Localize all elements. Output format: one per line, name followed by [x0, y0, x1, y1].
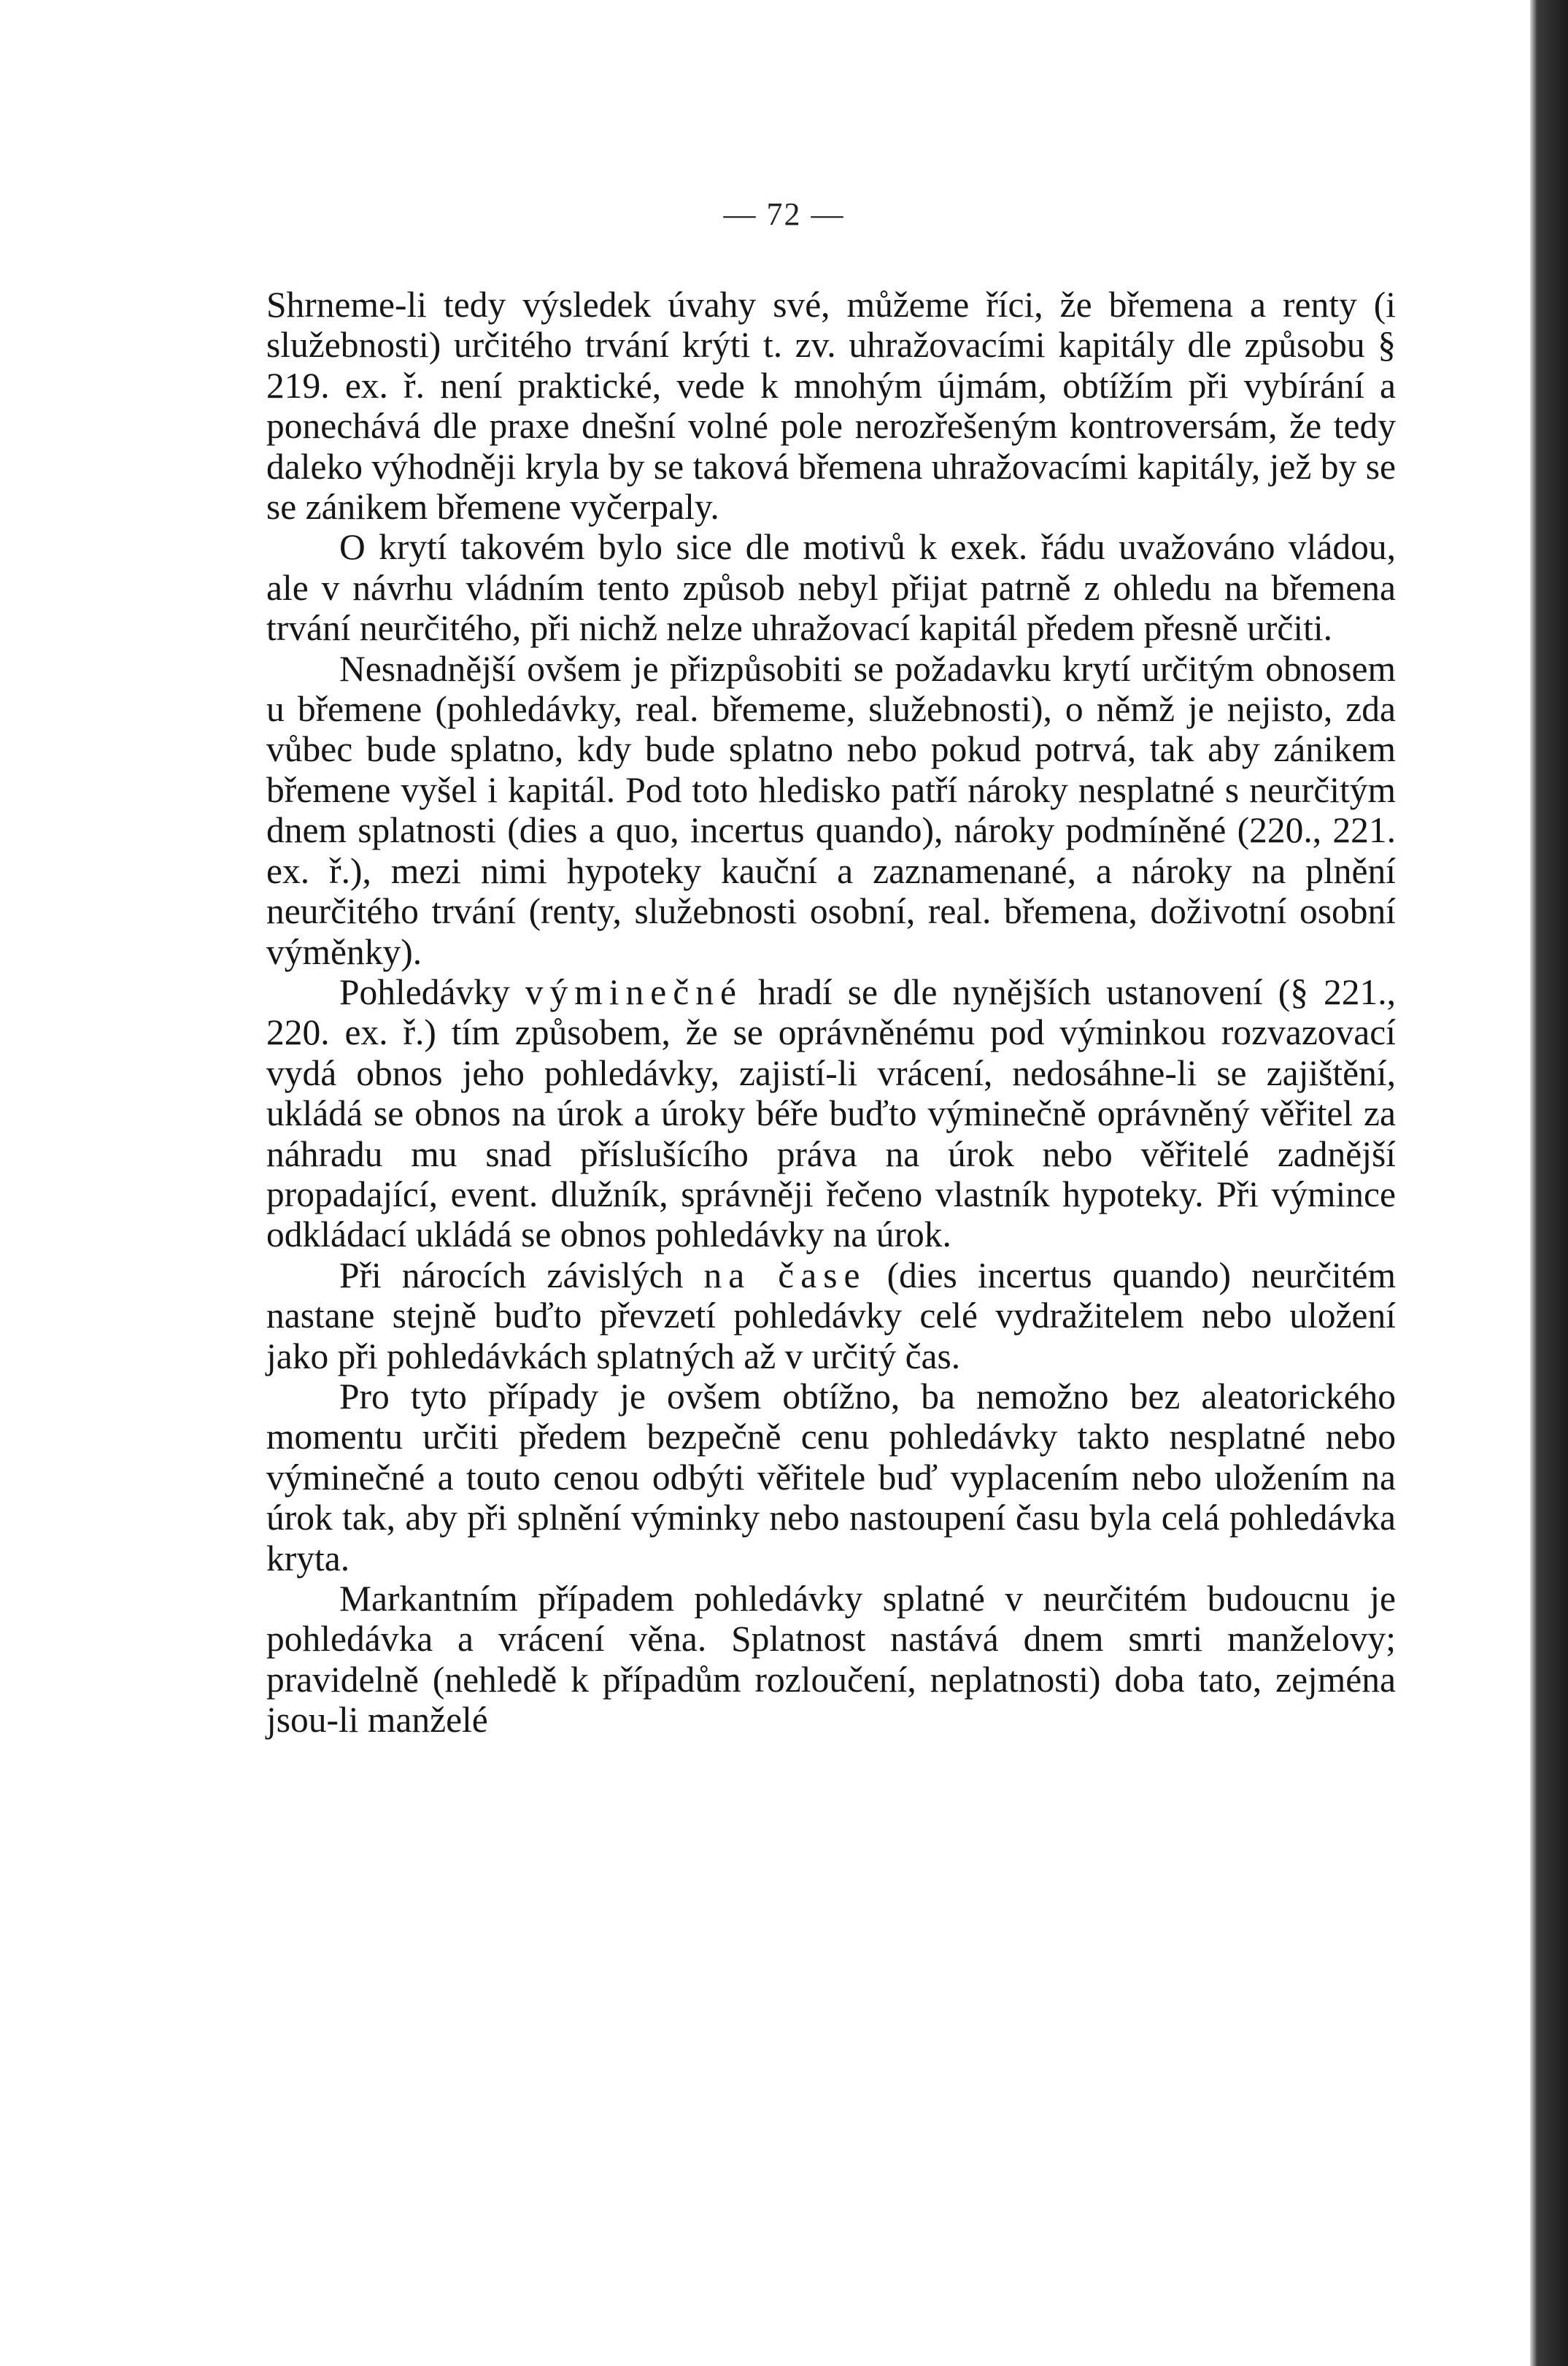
paragraph-6: Pro tyto případy je ovšem obtížno, ba nemožno bez aleatorického momentu určiti předem bezpečně cenu pohledávky takto nesplatné nebo výminečné a touto cenou odbýti věřitele buď vyplacením nebo uložením na úrok tak, aby při splnění výminky nebo nastoupení času byla celá pohledávka kryta.	[266, 1376, 1396, 1579]
paragraph-5-rest: (dies incertus quando) neurčitém nastane stejně buďto převzetí pohledávky celé vydražitelem nebo uložení jako při pohledávkách splatných až v určitý čas.	[266, 1255, 1396, 1376]
paragraph-4-emphasis: výminečné	[525, 971, 743, 1012]
body-text	[266, 285, 1396, 1741]
paragraph-7: Markantním případem pohledávky splatné v neurčitém budoucnu je pohledávka a vrácení věna. Splatnost nastává dnem smrti manželovy; pravidelně (nehledě k případům rozloučení, neplatnosti) doba tato, zejména jsou-li manželé	[266, 1579, 1396, 1741]
page-edge-shadow	[1530, 0, 1568, 2366]
paragraph-1: Shrneme-li tedy výsledek úvahy své, můžeme říci, že břemena a renty (i služebnosti) určitého trvání krýti t. zv. uhražovacími kapitály dle způsobu § 219. ex. ř. není praktické, vede k mnohým újmám, obtížím při vybírání a ponechává dle praxe dnešní volné pole nerozřešeným kontroversám, že tedy daleko výhodněji kryla by se taková břemena uhražovacími kapitály, jež by se se zánikem břemene vyčerpaly.	[266, 285, 1396, 528]
paragraph-4	[266, 972, 1396, 1255]
paragraph-5-start: Při nárocích závislých	[339, 1255, 704, 1295]
paragraph-5	[266, 1255, 1396, 1376]
paragraph-5-emphasis: na čase	[703, 1255, 867, 1295]
paragraph-4-start: Pohledávky	[339, 971, 525, 1012]
paragraph-2: O krytí takovém bylo sice dle motivů k exek. řádu uvažováno vládou, ale v návrhu vládním tento způsob nebyl přijat patrně z ohledu na břemena trvání neurčitého, při nichž nelze uhražovací kapitál předem přesně určiti.	[266, 527, 1396, 649]
paragraph-4-rest: hradí se dle nynějších ustanovení (§ 221., 220. ex. ř.) tím způsobem, že se oprávněnému pod výminkou rozvazovací vydá obnos jeho pohledávky, zajistí-li vrácení, nedosáhne-li se zajištění, ukládá se obnos na úrok a úroky béře buďto výminečně oprávněný věřitel za náhradu mu snad příslušícího práva na úrok nebo věřitelé zadnější propadající, event. dlužník, správněji řečeno vlastník hypoteky. Při výmince odkládací ukládá se obnos pohledávky na úrok.	[266, 971, 1396, 1255]
page-number: — 72 —	[723, 196, 845, 232]
paragraph-3: Nesnadnější ovšem je přizpůsobiti se požadavku krytí určitým obnosem u břemene (pohledávky, real. břememe, služebnosti), o němž je nejisto, zda vůbec bude splatno, kdy bude splatno nebo pokud potrvá, tak aby zánikem břemene vyšel i kapitál. Pod toto hledisko patří nároky nesplatné s neurčitým dnem splatnosti (dies a quo, incertus quando), nároky podmíněné (220., 221. ex. ř.), mezi nimi hypoteky kauční a zaznamenané, a nároky na plnění neurčitého trvání (renty, služebnosti osobní, real. břemena, doživotní osobní výměnky).	[266, 648, 1396, 972]
